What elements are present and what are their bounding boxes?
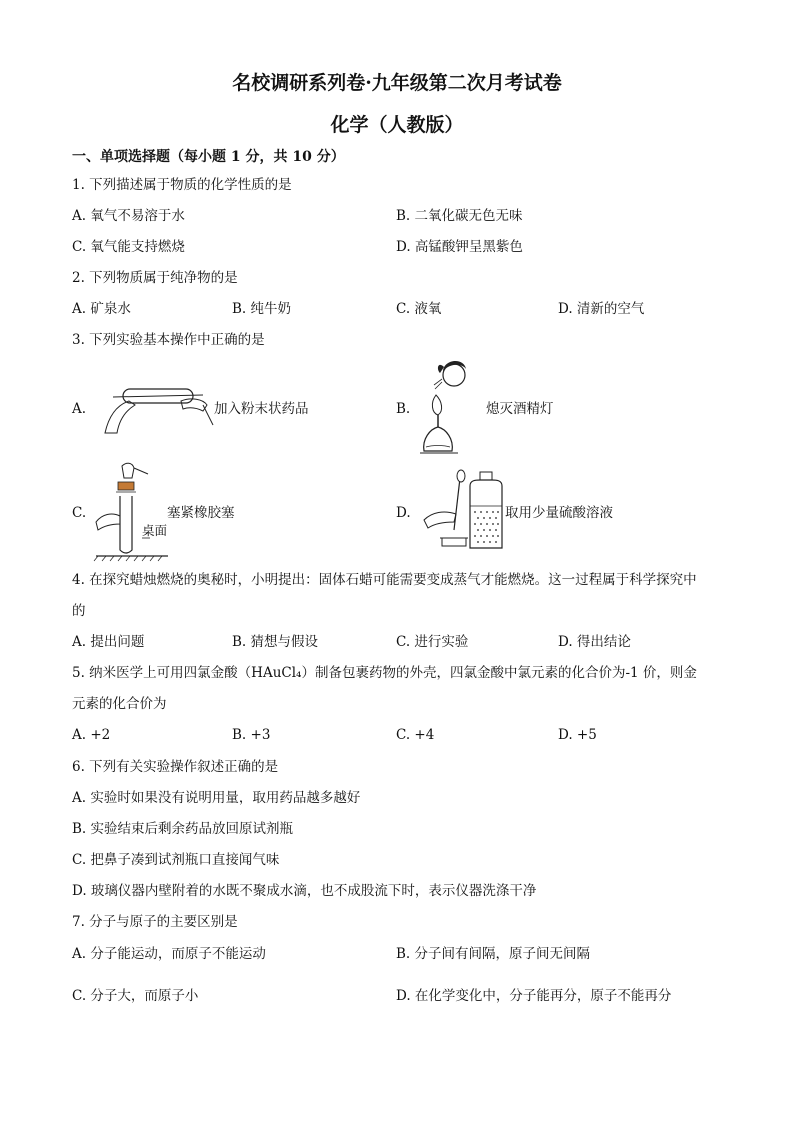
q3-option-a-caption: 加入粉末状药品 (214, 401, 309, 417)
q7-option-d: D. 在化学变化中，分子能再分，原子不能再分 (396, 988, 672, 1004)
q5-option-b: B. +3 (232, 727, 271, 743)
question-4-stem-line1: 4. 在探究蜡烛燃烧的奥秘时，小明提出：固体石蜡可能需要变成蒸气才能燃烧。这一过程属于科学探究中 (72, 572, 697, 588)
page-title: 名校调研系列卷·九年级第二次月考试卷 (232, 72, 562, 94)
q3-option-c-caption: 塞紧橡胶塞 (167, 505, 235, 521)
q2-option-a: A. 矿泉水 (72, 301, 131, 317)
q7-option-a: A. 分子能运动，而原子不能运动 (72, 946, 266, 962)
q1-option-c: C. 氧气能支持燃烧 (72, 239, 185, 255)
question-5-stem-line2: 元素的化合价为 (72, 696, 167, 712)
question-6-stem: 6. 下列有关实验操作叙述正确的是 (72, 759, 279, 775)
q7-option-c: C. 分子大，而原子小 (72, 988, 199, 1004)
q7-option-b: B. 分子间有间隔，原子间无间隔 (396, 946, 591, 962)
question-1-stem: 1. 下列描述属于物质的化学性质的是 (72, 177, 292, 193)
question-4-stem-line2: 的 (72, 603, 86, 619)
question-5-stem-line1: 5. 纳米医学上可用四氯金酸（HAuCl₄）制备包裹药物的外壳，四氯金酸中氯元素的化合价为-1 价，则金 (72, 665, 697, 681)
q2-option-b: B. 纯牛奶 (232, 301, 292, 317)
q5-option-c: C. +4 (396, 727, 435, 743)
q6-option-a: A. 实验时如果没有说明用量，取用药品越多越好 (72, 790, 361, 806)
q4-option-d: D. 得出结论 (558, 634, 631, 650)
q1-option-a: A. 氧气不易溶于水 (72, 208, 185, 224)
dropper-sulfuric-acid-figure (420, 468, 506, 552)
q3-option-a-letter: A. (72, 401, 87, 417)
q1-option-d: D. 高锰酸钾呈黑紫色 (396, 239, 523, 255)
q4-option-c: C. 进行实验 (396, 634, 469, 650)
question-7-stem: 7. 分子与原子的主要区别是 (72, 914, 238, 930)
q2-option-d: D. 清新的空气 (558, 301, 645, 317)
question-3-stem: 3. 下列实验基本操作中正确的是 (72, 332, 265, 348)
q3-option-d-letter: D. (396, 505, 411, 521)
q1-option-b: B. 二氧化碳无色无味 (396, 208, 523, 224)
question-2-stem: 2. 下列物质属于纯净物的是 (72, 270, 238, 286)
stopper-test-tube-figure (92, 460, 170, 562)
q4-option-b: B. 猜想与假设 (232, 634, 319, 650)
q3-option-d-caption: 取用少量硫酸溶液 (505, 505, 613, 521)
q6-option-b: B. 实验结束后剩余药品放回原试剂瓶 (72, 821, 294, 837)
alcohol-lamp-blowing-figure (414, 355, 486, 461)
page-subtitle: 化学（人教版） (330, 114, 464, 136)
q3-option-b-caption: 熄灭酒精灯 (486, 401, 554, 417)
q4-option-a: A. 提出问题 (72, 634, 145, 650)
q6-option-c: C. 把鼻子凑到试剂瓶口直接闻气味 (72, 852, 280, 868)
q2-option-c: C. 液氧 (396, 301, 442, 317)
q5-option-a: A. +2 (72, 727, 111, 743)
q5-option-d: D. +5 (558, 727, 597, 743)
desk-label: 桌面 (142, 523, 168, 538)
section-heading: 一、单项选择题（每小题 1 分，共 10 分） (72, 149, 345, 165)
test-tube-powder-figure (95, 375, 215, 435)
q3-option-b-letter: B. (396, 401, 411, 417)
q6-option-d: D. 玻璃仪器内壁附着的水既不聚成水滴，也不成股流下时，表示仪器洗涤干净 (72, 883, 537, 899)
q3-option-c-letter: C. (72, 505, 87, 521)
